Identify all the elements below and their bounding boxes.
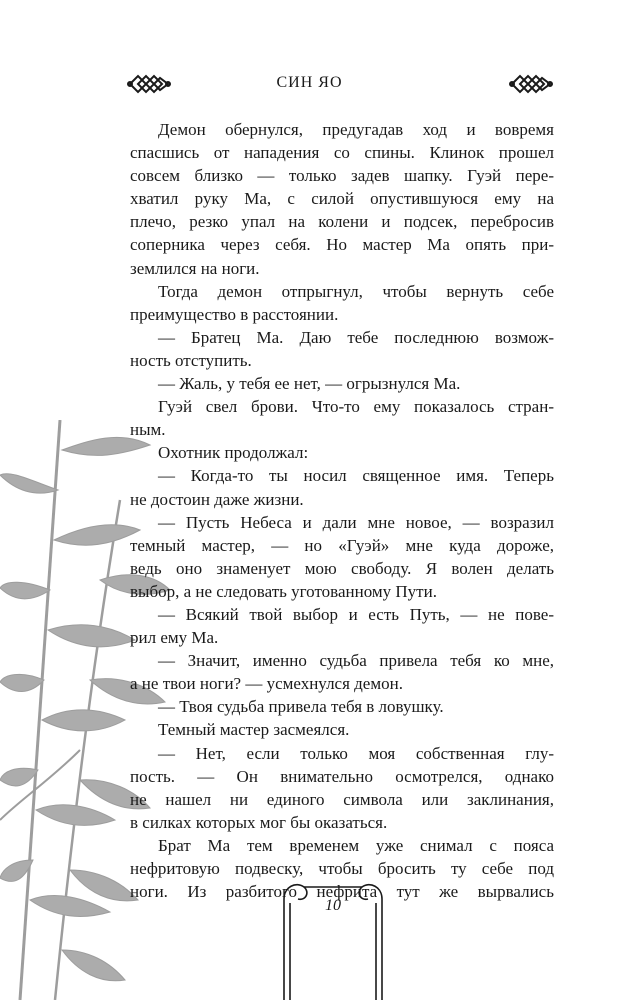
text-line: а не твои ноги? — усмехнулся демон. xyxy=(130,674,403,694)
endless-knot-icon xyxy=(508,70,554,98)
text-line: — Значит, именно судьба привела тебя ко мне, xyxy=(158,651,554,671)
text-line: соперника через себя. Но мастер Ма опять при- xyxy=(130,235,554,255)
text-line: плечо, резко упал на колени и подсек, перебросив xyxy=(130,212,554,232)
text-line: рил ему Ма. xyxy=(130,628,219,648)
text-line: в силках которых мог бы оказаться. xyxy=(130,812,388,832)
text-line: Демон обернулся, предугадав ход и вовремя xyxy=(158,120,554,139)
text-line: землился на ноги. xyxy=(130,258,260,278)
text-line: Брат Ма тем временем уже снимал с пояса xyxy=(158,835,554,855)
text-line: Темный мастер засмеялся. xyxy=(158,720,350,740)
body-text xyxy=(130,118,554,903)
running-title: СИН ЯО xyxy=(276,74,343,91)
text-line: нефритовую подвеску, чтобы бросить ту себе под xyxy=(130,859,554,878)
text-line: Гуэй свел брови. Что-то ему показалось стран- xyxy=(158,397,554,417)
text-line: хватил руку Ма, с силой опустившуюся ему на xyxy=(130,189,554,209)
text-line: — Жаль, у тебя ее нет, — огрызнулся Ма. xyxy=(158,374,461,394)
text-line: Тогда демон отпрыгнул, чтобы вернуть себе xyxy=(158,281,554,301)
text-line: темный мастер, — но «Гуэй» мне куда дороже, xyxy=(130,535,554,555)
text-line: — Когда-то ты носил священное имя. Теперь xyxy=(158,466,554,486)
text-line: — Нет, если только моя собственная глу- xyxy=(158,743,554,763)
text-line: — Всякий твой выбор и есть Путь, — не пове- xyxy=(158,604,554,624)
text-line: ным. xyxy=(130,420,166,440)
text-line: — Братец Ма. Даю тебе последнюю возмож- xyxy=(158,327,554,347)
text-line: пость. — Он внимательно осмотрелся, однако xyxy=(130,766,554,786)
page-number: 10 xyxy=(325,897,341,914)
text-line: ность отступить. xyxy=(130,350,252,370)
text-line: ноги. Из разбитого нефрита тут же вырвались xyxy=(130,882,554,902)
page-header xyxy=(0,70,619,100)
text-line: совсем близко — только задев шапку. Гуэй пере- xyxy=(130,166,554,186)
text-line: — Пусть Небеса и дали мне новое, — возразил xyxy=(158,512,554,532)
text-line: не достоин даже жизни. xyxy=(130,489,304,509)
text-line: спасшись от нападения со спины. Клинок прошел xyxy=(130,143,554,163)
page-number-frame xyxy=(270,877,396,1000)
text-line: — Твоя судьба привела тебя в ловушку. xyxy=(158,697,444,717)
text-line: ведь оно знаменует мою свободу. Я волен делать xyxy=(130,558,554,578)
text-line: преимущество в расстоянии. xyxy=(130,304,339,324)
text-line: Охотник продолжал: xyxy=(158,443,309,463)
text-line: не нашел ни единого символа или заклинания, xyxy=(130,789,554,809)
text-line: выбор, а не следовать уготованному Пути. xyxy=(130,581,437,601)
